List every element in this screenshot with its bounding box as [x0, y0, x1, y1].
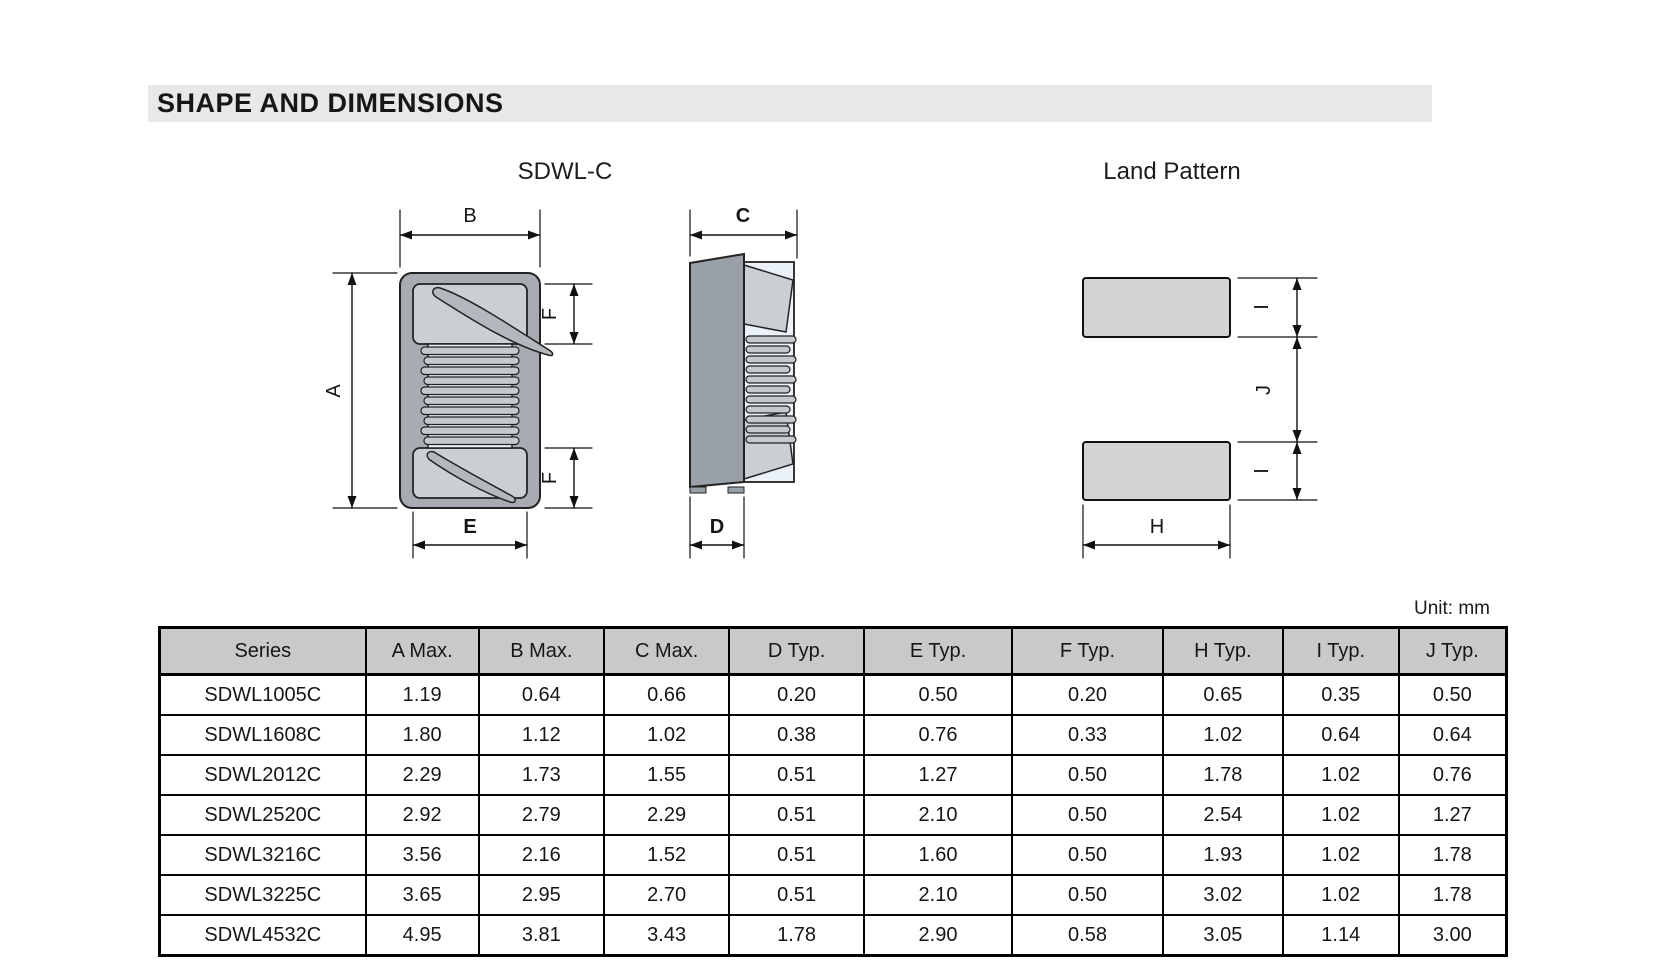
- series-name-cell: SDWL3216C: [160, 835, 366, 875]
- side-coil-windings: [746, 336, 796, 443]
- dimension-value-cell: 1.02: [1283, 835, 1399, 875]
- dimension-value-cell: 0.64: [479, 675, 604, 716]
- column-header: C Max.: [604, 628, 729, 675]
- side-plate-foot-right: [728, 487, 744, 493]
- dimension-value-cell: 0.64: [1399, 715, 1507, 755]
- dimension-value-cell: 0.51: [729, 795, 864, 835]
- dimension-value-cell: 0.76: [1399, 755, 1507, 795]
- dimension-table-body: [160, 675, 1507, 956]
- dimension-value-cell: 0.76: [864, 715, 1012, 755]
- dimension-value-cell: 0.64: [1283, 715, 1399, 755]
- dimension-value-cell: 1.78: [1399, 875, 1507, 915]
- section-title: SHAPE AND DIMENSIONS: [157, 88, 504, 118]
- dim-label-j: J: [1253, 385, 1275, 395]
- dimension-value-cell: 0.50: [1012, 835, 1163, 875]
- dimension-value-cell: 2.92: [366, 795, 479, 835]
- dim-label-c: C: [735, 205, 751, 227]
- land-pad-top: [1083, 278, 1230, 337]
- column-header: I Typ.: [1283, 628, 1399, 675]
- dimension-value-cell: 1.93: [1163, 835, 1283, 875]
- column-header: H Typ.: [1163, 628, 1283, 675]
- series-name-cell: SDWL1608C: [160, 715, 366, 755]
- table-row: [160, 755, 1507, 795]
- side-plate-foot-left: [690, 487, 706, 493]
- dimension-value-cell: 2.10: [864, 795, 1012, 835]
- table-row: [160, 675, 1507, 716]
- section-header-bar: [148, 85, 1432, 122]
- dimension-value-cell: 3.81: [479, 915, 604, 956]
- dimension-table-head: [160, 628, 1507, 675]
- dim-label-e: E: [463, 516, 477, 538]
- dimension-value-cell: 0.50: [864, 675, 1012, 716]
- series-name-cell: SDWL3225C: [160, 875, 366, 915]
- dimension-value-cell: 1.80: [366, 715, 479, 755]
- dimension-value-cell: 2.70: [604, 875, 729, 915]
- column-header: J Typ.: [1399, 628, 1507, 675]
- dimension-value-cell: 1.52: [604, 835, 729, 875]
- dimension-value-cell: 2.29: [366, 755, 479, 795]
- column-header: F Typ.: [1012, 628, 1163, 675]
- dim-label-h: H: [1149, 516, 1165, 538]
- dimension-value-cell: 2.16: [479, 835, 604, 875]
- dimension-value-cell: 3.05: [1163, 915, 1283, 956]
- dim-label-i-bottom: I: [1251, 468, 1273, 474]
- dimension-value-cell: 4.95: [366, 915, 479, 956]
- dimension-value-cell: 1.19: [366, 675, 479, 716]
- dimension-table: [158, 626, 1508, 957]
- dimension-value-cell: 0.50: [1399, 675, 1507, 716]
- dimension-value-cell: 1.78: [1163, 755, 1283, 795]
- dimension-value-cell: 3.56: [366, 835, 479, 875]
- dimension-value-cell: 2.90: [864, 915, 1012, 956]
- dimension-value-cell: 3.00: [1399, 915, 1507, 956]
- dimension-value-cell: 0.20: [1012, 675, 1163, 716]
- series-name-cell: SDWL1005C: [160, 675, 366, 716]
- dim-label-f-top: F: [539, 307, 561, 321]
- table-row: [160, 915, 1507, 956]
- dimension-value-cell: 0.58: [1012, 915, 1163, 956]
- land-pattern: [1083, 278, 1317, 558]
- dimension-value-cell: 0.50: [1012, 875, 1163, 915]
- land-pattern-label: Land Pattern: [1103, 158, 1241, 185]
- dimension-value-cell: 2.10: [864, 875, 1012, 915]
- dimension-value-cell: 0.51: [729, 875, 864, 915]
- dim-label-b: B: [463, 205, 477, 227]
- dimension-value-cell: 2.54: [1163, 795, 1283, 835]
- column-header: B Max.: [479, 628, 604, 675]
- table-row: [160, 835, 1507, 875]
- series-name-cell: SDWL2012C: [160, 755, 366, 795]
- dim-label-f-bottom: F: [539, 471, 561, 485]
- dimension-value-cell: 1.27: [864, 755, 1012, 795]
- dimension-value-cell: 1.55: [604, 755, 729, 795]
- dim-label-d: D: [709, 516, 725, 538]
- dimension-value-cell: 1.78: [1399, 835, 1507, 875]
- column-header: A Max.: [366, 628, 479, 675]
- dimension-value-cell: 1.02: [1163, 715, 1283, 755]
- dimension-value-cell: 1.60: [864, 835, 1012, 875]
- dimension-value-cell: 1.14: [1283, 915, 1399, 956]
- series-name-cell: SDWL4532C: [160, 915, 366, 956]
- dimension-value-cell: 1.02: [1283, 875, 1399, 915]
- dimension-value-cell: 2.95: [479, 875, 604, 915]
- table-row: [160, 795, 1507, 835]
- product-series-label: SDWL-C: [517, 158, 613, 185]
- dimension-value-cell: 3.43: [604, 915, 729, 956]
- column-header: D Typ.: [729, 628, 864, 675]
- dimension-value-cell: 2.79: [479, 795, 604, 835]
- table-row: [160, 715, 1507, 755]
- dimension-value-cell: 0.51: [729, 755, 864, 795]
- dimension-drawing: [300, 195, 1360, 580]
- dim-label-a: A: [323, 384, 345, 398]
- dimension-value-cell: 1.02: [1283, 795, 1399, 835]
- dimension-value-cell: 1.12: [479, 715, 604, 755]
- dimension-value-cell: 1.02: [1283, 755, 1399, 795]
- unit-note: Unit: mm: [1414, 598, 1490, 619]
- dimension-value-cell: 3.02: [1163, 875, 1283, 915]
- dimension-value-cell: 0.51: [729, 835, 864, 875]
- dimension-value-cell: 0.38: [729, 715, 864, 755]
- dimension-value-cell: 1.02: [604, 715, 729, 755]
- series-name-cell: SDWL2520C: [160, 795, 366, 835]
- dim-label-i-top: I: [1251, 304, 1273, 310]
- dimension-value-cell: 0.50: [1012, 795, 1163, 835]
- table-row: [160, 875, 1507, 915]
- dimension-value-cell: 1.78: [729, 915, 864, 956]
- dimension-value-cell: 1.27: [1399, 795, 1507, 835]
- dimension-value-cell: 0.65: [1163, 675, 1283, 716]
- dimension-value-cell: 0.20: [729, 675, 864, 716]
- dimension-value-cell: 0.66: [604, 675, 729, 716]
- table-header-row: [160, 628, 1507, 675]
- dimension-value-cell: 0.35: [1283, 675, 1399, 716]
- side-plate: [690, 254, 744, 487]
- dimension-value-cell: 0.33: [1012, 715, 1163, 755]
- column-header: Series: [160, 628, 366, 675]
- column-header: E Typ.: [864, 628, 1012, 675]
- dimension-value-cell: 3.65: [366, 875, 479, 915]
- dimension-value-cell: 2.29: [604, 795, 729, 835]
- land-pad-bottom: [1083, 442, 1230, 500]
- front-view: [323, 205, 592, 558]
- dimension-value-cell: 1.73: [479, 755, 604, 795]
- dimension-value-cell: 0.50: [1012, 755, 1163, 795]
- side-view: [690, 205, 797, 558]
